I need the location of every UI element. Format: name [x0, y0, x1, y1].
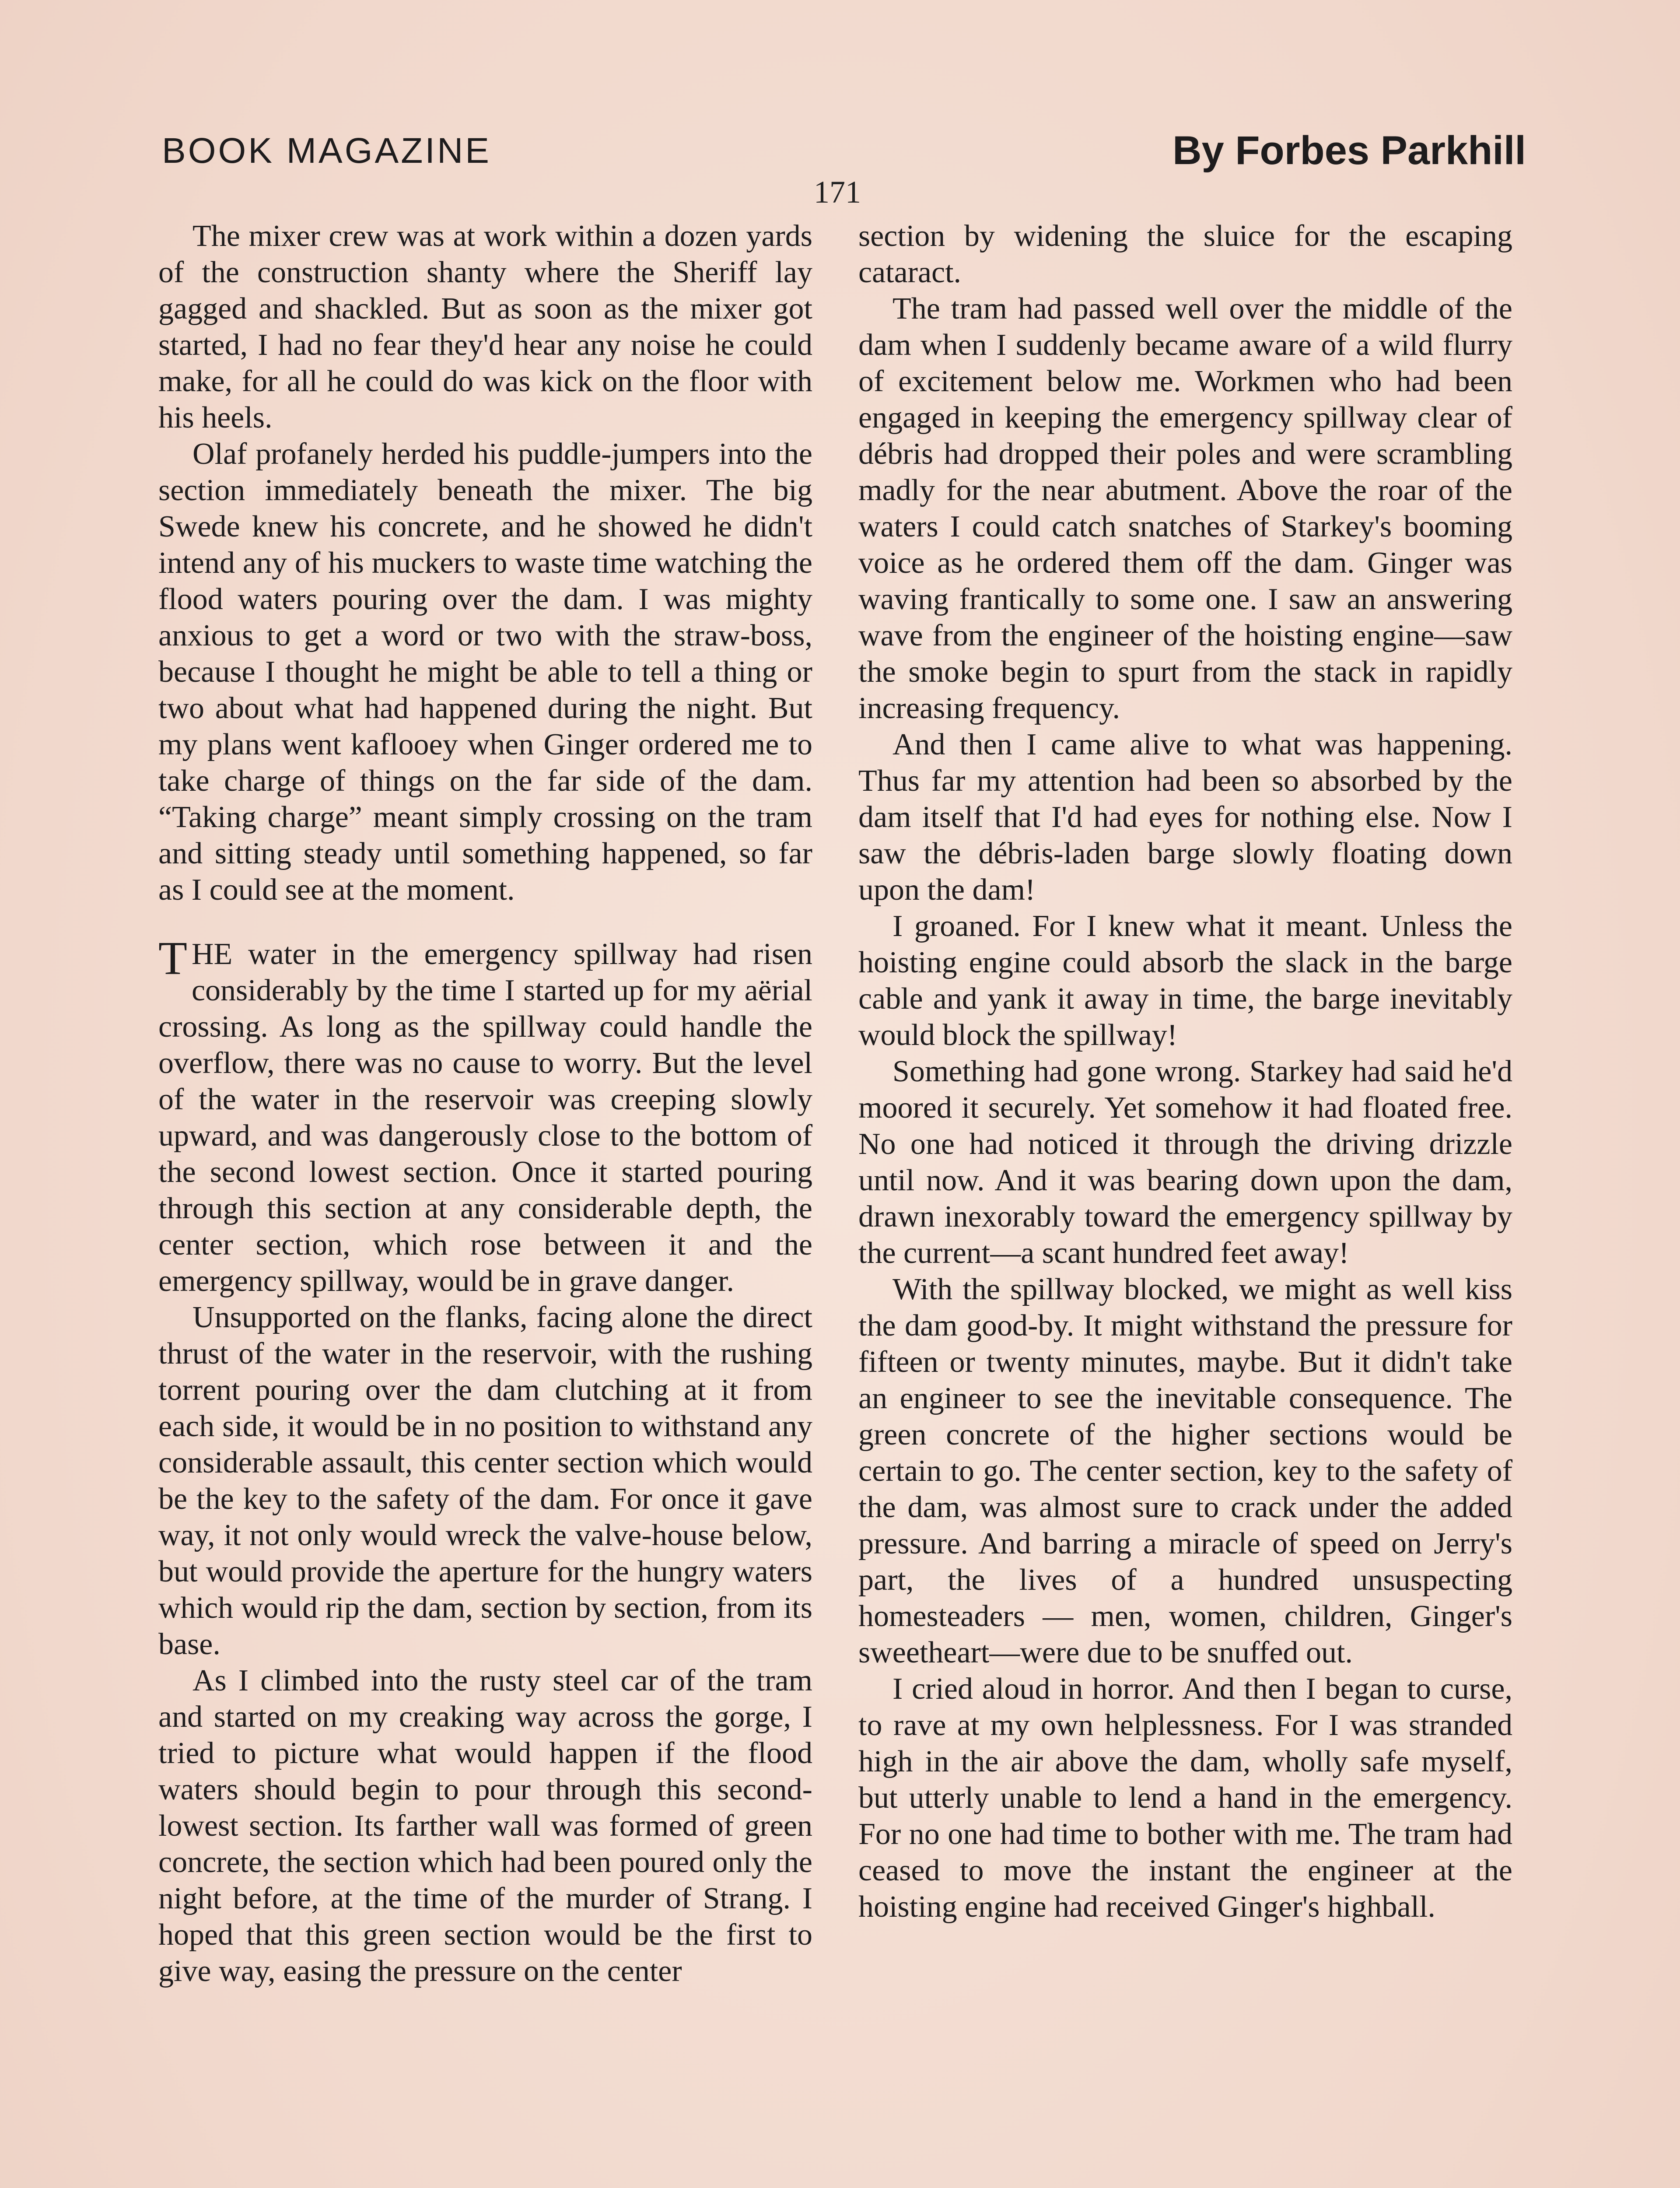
- paragraph: I cried aloud in horror. And then I began to curse, to rave at my own helplessness. For I was stranded high in the air above the dam, wholly safe myself, but utterly unable to lend a hand in the emergency. For no one had time to bother with me. The tram had ceased to move the instant the engineer at the hoisting engine had received Ginger's highball.: [858, 1672, 1512, 1924]
- paragraph: The tram had passed well over the middle of the dam when I suddenly became aware of a wild flurry of excitement below me. Workmen who had been engaged in keeping the emergency spillway clear of débris had dropped their poles and were scrambling madly for the near abutment. Above the roar of the waters I could catch snatches of Starkey's booming voice as he ordered them off the dam. Ginger was waving frantically to some one. I saw an answering wave from the engineer of the hoisting engine—saw the smoke begin to spurt from the stack in rapidly increasing frequency.: [858, 292, 1512, 725]
- page-number: 171: [814, 175, 861, 210]
- paragraph: Olaf profanely herded his puddle-jumpers into the section immediately beneath the mixer. The big Swede knew his concrete, and he showed he didn't intend any of his muckers to waste time watching the flood waters pouring over the dam. I was mighty anxious to get a word or two with the straw-boss, because I thought he might be able to tell a thing or two about what had happened during the night. But my plans went kaflooey when Ginger ordered me to take charge of things on the far side of the dam. “Taking charge” meant simply crossing on the tram and sitting steady until something happened, so far as I could see at the moment.: [158, 437, 812, 907]
- paragraph: As I climbed into the rusty steel car of the tram and started on my creaking way across the gorge, I tried to picture what would happen if the flood waters should begin to pour through this second-lowest section. Its farther wall was formed of green concrete, the section which had been poured only the night before, at the time of the murder of Strang. I hoped that this green section would be the first to give way, easing the pressure on the center: [158, 1664, 812, 1988]
- paragraph: section by widening the sluice for the escaping cataract.: [858, 219, 1512, 289]
- author-byline: By Forbes Parkhill: [1172, 128, 1526, 173]
- section-start-paragraph: [158, 933, 812, 1299]
- paragraph-text: HE water in the emergency spillway had risen considerably by the time I started up for my aërial crossing. As long as the spillway could handle the overflow, there was no cause to worry. But the level of the water in the reservoir was creeping slowly upward, and was dangerously close to the bottom of the second lowest section. Once it started pouring through this section at any considerable depth, the center section, which rose between it and the emergency spillway, would be in grave danger.: [158, 937, 812, 1298]
- magazine-title: BOOK MAGAZINE: [162, 131, 491, 171]
- paragraph: Unsupported on the flanks, facing alone the direct thrust of the water in the reservoir, with the rushing torrent pouring over the dam clutching at it from each side, it would be in no position to withstand any considerable assault, this center section which would be the key to the safety of the dam. For once it gave way, it not only would wreck the valve-house below, but would provide the aperture for the hungry waters which would rip the dam, section by section, from its base.: [158, 1301, 812, 1661]
- paragraph: The mixer crew was at work within a dozen yards of the construction shanty where the Sheriff lay gagged and shackled. But as soon as the mixer got started, I had no fear they'd hear any noise he could make, for all he could do was kick on the floor with his heels.: [158, 219, 812, 435]
- paragraph: Something had gone wrong. Starkey had said he'd moored it securely. Yet somehow it had floated free. No one had noticed it through the driving drizzle until now. And it was bearing down upon the dam, drawn inexorably toward the emergency spillway by the current—a scant hundred feet away!: [858, 1055, 1512, 1270]
- left-column: [158, 218, 812, 1989]
- drop-cap: T: [158, 933, 187, 985]
- paragraph: I groaned. For I knew what it meant. Unless the hoisting engine could absorb the slack in the barge cable and yank it away in time, the barge inevitably would block the spillway!: [858, 909, 1512, 1052]
- paragraph: And then I came alive to what was happening. Thus far my attention had been so absorbed by the dam itself that I'd had eyes for nothing else. Now I saw the débris-laden barge slowly floating down upon the dam!: [858, 728, 1512, 907]
- paragraph: With the spillway blocked, we might as well kiss the dam good-by. It might withstand the pressure for fifteen or twenty minutes, maybe. But it didn't take an engineer to see the inevitable consequence. The green concrete of the higher sections would be certain to go. The center section, key to the safety of the dam, was almost sure to crack under the added pressure. And barring a miracle of speed on Jerry's part, the lives of a hundred unsuspecting homesteaders — men, women, children, Ginger's sweetheart—were due to be snuffed out.: [858, 1273, 1512, 1669]
- right-column: [858, 218, 1512, 1925]
